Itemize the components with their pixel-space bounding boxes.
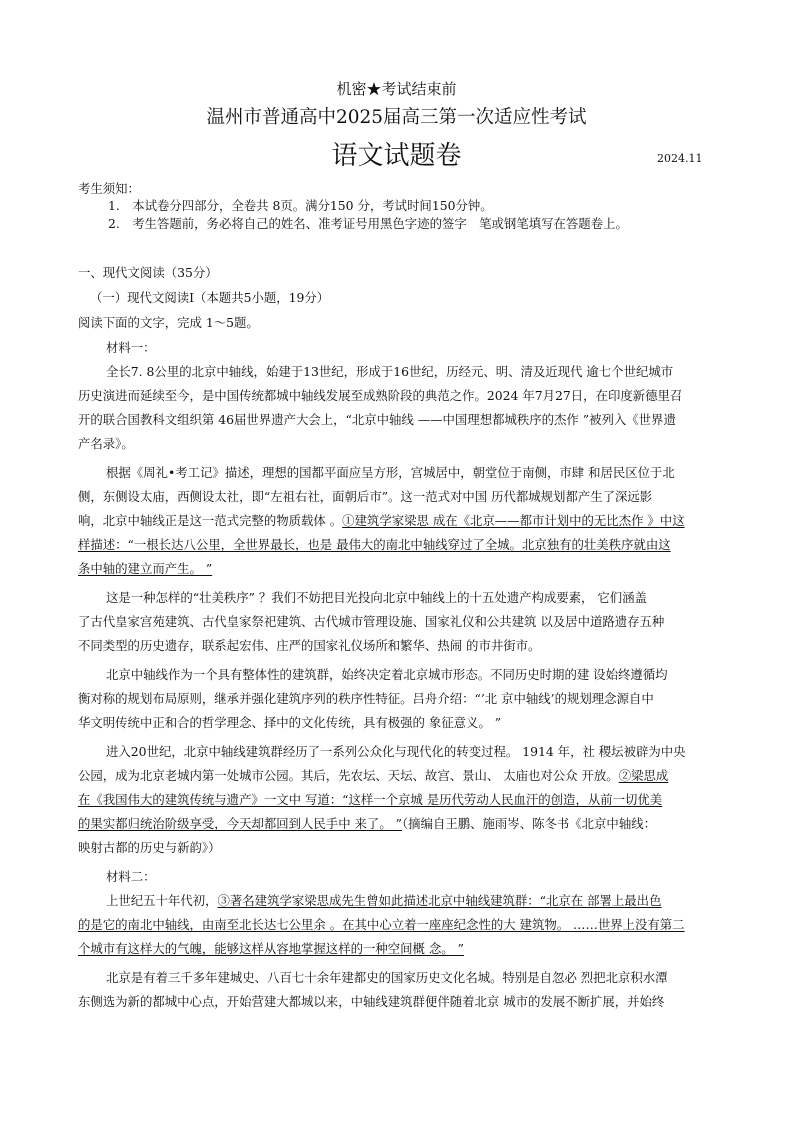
m1-p2-line-3-text: 响，北京中轴线正是这一范式完整的物质载体 。 <box>78 513 343 528</box>
exam-title: 温州市普通高中2025届高三第一次适应性考试 <box>206 107 587 128</box>
m1-p5-line-4 <box>78 816 656 832</box>
notice-item-2: 2. 考生答题前，务必将自己的姓名、准考证号用黑色字迹的签字 笔或钢笔填写在答题卷上。 <box>108 216 628 231</box>
quote-2-line-2: 在《我国伟大的建筑传统与遗产》一文中 写道：“这样一个京城 是历代劳动人民血汗的创造，从前一切优美 <box>78 792 663 807</box>
m1-p5-line-1: 进入20世纪，北京中轴线建筑群经历了一系列公众化与现代化的转变过程。 1914 年，社 稷坛被辟为中央 <box>106 744 686 759</box>
m1-p1-line-3: 开的联合国教科文组织第 46届世界遗产大会上，“北京中轴线 ——中国理想都城秩序的杰作 ”被列入《世界遗 <box>78 412 676 427</box>
section-title: 一、现代文阅读（35分） <box>78 265 218 280</box>
m2-p2-line-1: 北京是有着三千多年建城史、八百七十余年建都史的国家历史文化名城。特别是自忽必 烈把北京积水潭 <box>106 970 668 985</box>
quote-3-start: ③著名建筑学家梁思成先生曾如此描述北京中轴线建筑群：“北京在 部署上最出色 <box>217 893 662 908</box>
m1-p1-line-2: 历史演进而延续至今，是中国传统都城中轴线发展至成熟阶段的典范之作。2024 年7月27日，在印度新德里召 <box>78 388 683 403</box>
quote-3-line-3: 个城市有这样大的气魄，能够这样从容地掌握这样的一种空间概 念。 ” <box>78 941 464 956</box>
secret-label: 机密★考试结束前 <box>336 80 457 98</box>
m1-p3-line-2: 了古代皇家宫苑建筑、古代皇家祭祀建筑、古代城市管理设施、国家礼仪和公共建筑 以及居中道路遗存五种 <box>78 614 665 629</box>
material-2-label: 材料二： <box>106 869 156 884</box>
m1-p5-line-2-text: 公园，成为北京老城内第一处城市公园。其后，先农坛、天坛、故宫、景山、 太庙也对公众 开放。 <box>78 768 619 783</box>
notice-item-1: 1. 本试卷分四部分，全卷共 8页。满分150 分，考试时间150分钟。 <box>108 198 493 213</box>
reading-instruction: 阅读下面的文字，完成 1～5题。 <box>78 315 259 330</box>
subsection-title: （一）现代文阅读Ⅰ（本题共5小题，19分） <box>90 290 330 305</box>
subject-title: 语文试题卷 <box>331 141 462 171</box>
m2-p2-line-2: 东侧选为新的都城中心点，开始营建大都城以来，中轴线建筑群便伴随着北京 城市的发展不断扩展，并始终 <box>78 994 665 1009</box>
m2-p1-line-1 <box>106 893 661 909</box>
quote-1-line-2: 样描述：“一根长达八公里，全世界最长，也是 最伟大的南北中轴线穿过了全城。北京独有的壮美秩序就由这 <box>78 537 671 552</box>
notice-label: 考生须知： <box>78 181 140 196</box>
m1-p1-line-4: 产名录》。 <box>78 436 134 451</box>
exam-date: 2024.11 <box>657 152 703 165</box>
m1-p1-line-1: 全长7. 8公里的北京中轴线，始建于13世纪，形成于16世纪，历经元、明、清及近现代 逾七个世纪城市 <box>106 364 674 379</box>
m1-p3-line-1: 这是一种怎样的“壮美秩序” ？我们不妨把目光投向北京中轴线上的十五处遗产构成要素， 它们涵盖 <box>106 590 647 605</box>
m1-p3-line-3: 不同类型的历史遗存，联系起宏伟、庄严的国家礼仪场所和繁华、热闹 的市井街市。 <box>78 638 541 653</box>
m1-p5-line-2 <box>78 768 668 784</box>
m2-p1-line-1-text: 上世纪五十年代初， <box>106 893 218 908</box>
quote-1-start: ①建筑学家梁思 成在《北京——都市计划中的无比杰作 》中这 <box>342 513 685 528</box>
m1-p2-line-1: 根据《周礼•考工记》描述，理想的国都平面应呈方形，宫城居中，朝堂位于南侧，市肆 和居民区位于北 <box>106 465 675 480</box>
m1-p4-line-2: 衡对称的规划布局原则，继承并强化建筑序列的秩序性特征。吕舟介绍：“’北 京中轴线’的规划理念源自中 <box>78 691 654 706</box>
material-1-label: 材料一： <box>106 340 156 355</box>
m1-p4-line-1: 北京中轴线作为一个具有整体性的建筑群，始终决定着北京城市形态。不同历史时期的建 设始终遵循均 <box>106 667 668 682</box>
quote-2-line-3: 的果实都归统治阶级享受，今天却都回到人民手中 来了。 ” <box>78 816 402 831</box>
source-citation: （摘编自王鹏、施雨岑、陈冬书《北京中轴线： <box>401 816 656 831</box>
m1-p2-line-3 <box>78 513 685 529</box>
m1-p2-line-2: 侧，东侧设太庙，西侧设太社，即“左祖右社，面朝后市”。这一范式对中国 历代都城规划都产生了深远影 <box>78 489 653 504</box>
quote-3-line-2: 的是它的南北中轴线，由南至北长达七公里余 。在其中心立着一座座纪念性的大 建筑物。 ……世界上没有第二 <box>78 917 685 932</box>
m1-p4-line-3: 华文明传统中正和合的哲学理念、择中的文化传统，具有极强的 象征意义。 ” <box>78 715 502 730</box>
quote-2-start: ②梁思成 <box>618 768 669 783</box>
source-citation-end: 映射古都的历史与新韵》） <box>78 840 221 855</box>
quote-1-line-3: 条中轴的建立而产生。 ” <box>78 561 213 576</box>
